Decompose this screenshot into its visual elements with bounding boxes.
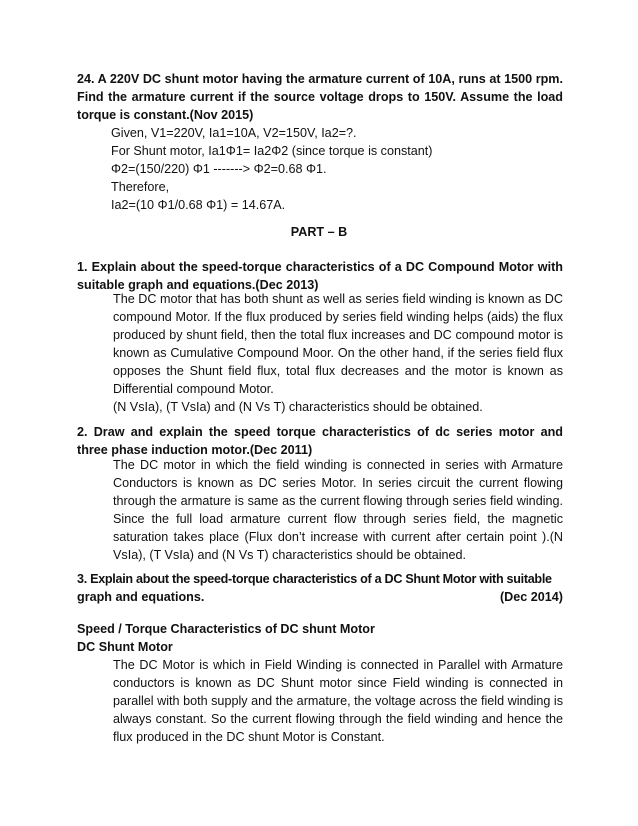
answer-1-note: (N VsIa), (T VsIa) and (N Vs T) characteristics should be obtained. <box>113 400 483 414</box>
question-3 <box>77 570 563 606</box>
section-subheading: DC Shunt Motor <box>77 640 173 654</box>
part-b-heading: PART – B <box>290 225 348 239</box>
q24-line-shunt: For Shunt motor, Ia1Φ1= Ia2Φ2 (since torque is constant) <box>111 144 433 158</box>
question-3-line2: graph and equations. <box>77 590 205 604</box>
q24-line-flux: Φ2=(150/220) Φ1 -------> Φ2=0.68 Φ1. <box>111 162 327 176</box>
question-3-line1: 3. Explain about the speed-torque characteristics of a DC Shunt Motor with suitable <box>77 572 552 586</box>
question-24: 24. A 220V DC shunt motor having the armature current of 10A, runs at 1500 rpm. Find the armature current if the source voltage drops to 150V. Assume the load torque is constant.(Nov 2015) <box>77 72 563 122</box>
question-3-date: (Dec 2014) <box>499 590 563 604</box>
q24-line-given: Given, V1=220V, Ia1=10A, V2=150V, Ia2=?. <box>111 126 357 140</box>
section-answer: The DC Motor is which in Field Winding is connected in Parallel with Armature conductors is known as DC Shunt motor since Field winding is connected in parallel with both supply and the armature, the voltage across the field winding is always constant. So the current flowing through the field winding and hence the flux produced in the DC shunt Motor is Constant. <box>113 658 563 744</box>
q24-line-therefore: Therefore, <box>111 180 170 194</box>
question-1: 1. Explain about the speed-torque characteristics of a DC Compound Motor with suitable graph and equations.(Dec 2013) <box>77 260 563 292</box>
q24-line-result: Ia2=(10 Φ1/0.68 Φ1) = 14.67A. <box>111 198 286 212</box>
question-2: 2. Draw and explain the speed torque characteristics of dc series motor and three phase induction motor.(Dec 2011) <box>77 425 563 457</box>
answer-1: The DC motor that has both shunt as well as series field winding is known as DC compound Motor. If the flux produced by series field winding helps (aids) the flux produced by shunt field, then the total flux increases and DC compound motor is known as Cumulative Compound Moor. On the other hand, if the series field flux opposes the Shunt field flux, total flux decreases and the motor is known as Differential compound Motor. <box>113 292 563 396</box>
answer-2: The DC motor in which the field winding is connected in series with Armature Conductors is known as DC series Motor. In series circuit the current flowing through the armature is same as the current flowing through series field winding. Since the full load armature current flow through series field, the magnetic saturation takes place (Flux don’t increase with current after certain point ).(N VsIa), (T VsIa) and (N Vs T) characteristics should be obtained. <box>113 458 563 562</box>
section-heading: Speed / Torque Characteristics of DC shunt Motor <box>77 622 375 636</box>
